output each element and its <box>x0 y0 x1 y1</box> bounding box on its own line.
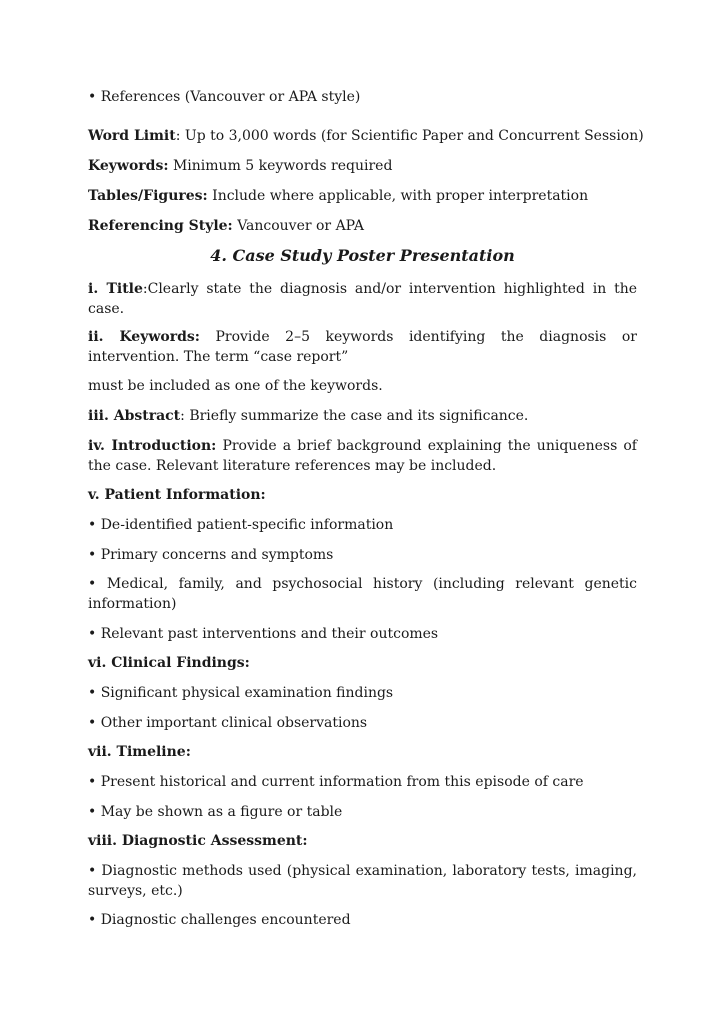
keywords-requirement-line <box>88 156 637 176</box>
keywords-requirement-label: Keywords: <box>88 158 169 174</box>
keywords-requirement-text: Minimum 5 keywords required <box>172 158 393 174</box>
word-limit-sep: : <box>175 128 185 144</box>
introduction-item-text: Provide a brief background explaining the uniqueness of the case. Relevant literature references may be included. <box>88 438 637 474</box>
diagnostic-bullet: • Diagnostic challenges encountered <box>88 912 351 928</box>
word-limit-line <box>88 126 644 146</box>
diagnostic-bullet: • Diagnostic methods used (physical examination, laboratory tests, imaging, surveys, etc.) <box>88 863 637 899</box>
patient-info-bullet: • De-identified patient-specific information <box>88 517 394 533</box>
title-item-label: i. Title <box>88 281 143 297</box>
tables-figures-line <box>88 186 637 206</box>
title-item <box>88 279 637 319</box>
keywords-item <box>88 327 637 367</box>
patient-info-heading: v. Patient Information: <box>88 487 266 503</box>
tables-figures-label: Tables/Figures: <box>88 188 208 204</box>
referencing-style-text: Vancouver or APA <box>237 218 364 234</box>
abstract-item <box>88 406 637 426</box>
word-limit-label: Word Limit <box>88 128 176 144</box>
keywords-item-continuation: must be included as one of the keywords. <box>88 378 383 394</box>
introduction-item-label: iv. Introduction: <box>88 438 217 454</box>
keywords-item-label: ii. Keywords: <box>88 329 200 345</box>
introduction-item <box>88 436 637 476</box>
patient-info-bullet-line1: • Medical, family, and psychosocial history (including relevant genetic information) <box>88 576 637 612</box>
abstract-item-text: : Briefly summarize the case and its significance. <box>180 408 529 424</box>
timeline-bullet: • Present historical and current information from this episode of care <box>88 774 584 790</box>
clinical-findings-bullet: • Other important clinical observations <box>88 715 368 731</box>
tables-figures-text: Include where applicable, with proper interpretation <box>212 188 589 204</box>
timeline-bullet: • May be shown as a figure or table <box>88 804 343 820</box>
references-bullet: • References (Vancouver or APA style) <box>88 89 361 105</box>
word-limit-text: Up to 3,000 words (for Scientific Paper and Concurrent Session) <box>184 128 644 144</box>
keywords-item-text: Provide 2–5 keywords identifying the diagnosis or intervention. The term “case report” <box>88 329 637 365</box>
referencing-style-line <box>88 216 637 236</box>
clinical-findings-bullet: • Significant physical examination findings <box>88 685 394 701</box>
section-heading: 4. Case Study Poster Presentation <box>210 246 515 265</box>
referencing-style-label: Referencing Style: <box>88 218 233 234</box>
timeline-heading: vii. Timeline: <box>88 744 191 760</box>
abstract-item-label: iii. Abstract <box>88 408 181 424</box>
patient-info-bullet: • Primary concerns and symptoms <box>88 547 334 563</box>
clinical-findings-heading: vi. Clinical Findings: <box>88 655 250 671</box>
title-item-text: :Clearly state the diagnosis and/or intervention highlighted in the case. <box>88 281 637 317</box>
patient-info-bullet: • Relevant past interventions and their outcomes <box>88 626 439 642</box>
diagnostic-heading: viii. Diagnostic Assessment: <box>88 833 308 849</box>
